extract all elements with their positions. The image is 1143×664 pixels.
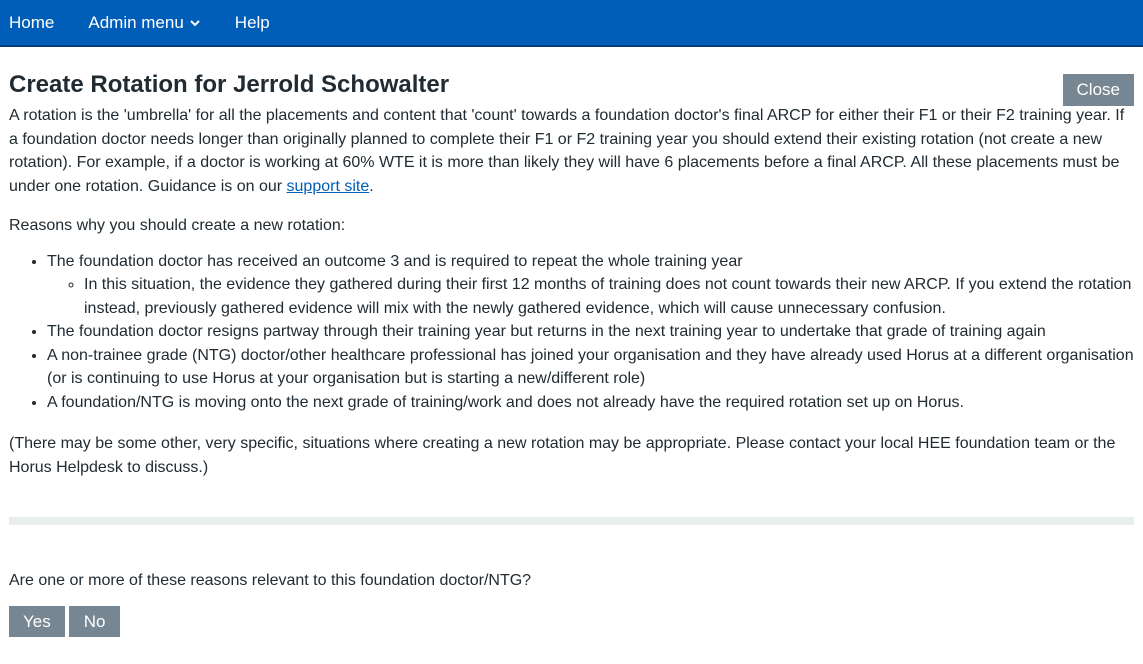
- reasons-heading: Reasons why you should create a new rotation:: [9, 217, 346, 234]
- reason-list-item: • A non-trainee grade (NTG) doctor/other healthcare professional has joined your organisation and they have already used Horus at a different organisation (or is continuing to use Horus at your organisation but is starting a new/different role): [47, 344, 1134, 391]
- nav-admin-menu-dropdown[interactable]: [79, 0, 209, 45]
- main-content: [0, 47, 1143, 637]
- reason-sub-item: ◦ In this situation, the evidence they gathered during their first 12 months of training does not count towards their new ARCP. If you extend the rotation instead, previously gathered evidence will mix with the newly gathered evidence, which will cause unnecessary confusion.: [84, 273, 1134, 320]
- reason-list-item: • A foundation/NTG is moving onto the next grade of training/work and does not already have the required rotation set up on Horus.: [47, 391, 1134, 415]
- section-divider: [9, 517, 1134, 525]
- nav-help-link[interactable]: [226, 0, 279, 45]
- close-button[interactable]: Close: [1063, 74, 1134, 106]
- nav-home-link[interactable]: [0, 0, 63, 45]
- nav-help-label: Help: [234, 12, 270, 32]
- support-site-link[interactable]: support site: [286, 177, 370, 195]
- nav-home-label: Home: [9, 12, 55, 32]
- reason-list-item: • The foundation doctor resigns partway through their training year but returns in the next training year to undertake that grade of training again: [47, 320, 1134, 344]
- page-title: Create Rotation for Jerrold Schowalter: [9, 71, 450, 98]
- no-button[interactable]: No: [69, 606, 121, 637]
- reason-list-item: [47, 250, 1134, 321]
- note-paragraph: (There may be some other, very specific, situations where creating a new rotation may be appropriate. Please contact your local HEE foundation team or the Horus Helpdesk to discuss.): [9, 435, 1116, 476]
- intro-paragraph: [9, 104, 1134, 198]
- intro-text-end: .: [369, 177, 374, 195]
- reason-sub-list: [47, 273, 1134, 320]
- nav-admin-menu-label: Admin menu: [88, 12, 184, 32]
- top-navigation-bar: [0, 0, 1143, 47]
- reasons-list: [9, 250, 1134, 415]
- yes-button[interactable]: Yes: [9, 606, 65, 637]
- answer-button-group: [9, 606, 1134, 637]
- intro-text: A rotation is the 'umbrella' for all the placements and content that 'count' towards a foundation doctor's final ARCP for either their F1 or their F2 training year. If a foundation doctor needs longer than originally planned to complete their F1 or F2 training year you should extend their existing rotation (not create a new rotation). For example, if a doctor is working at 60% WTE it is more than likely they will have 6 placements before a final ARCP. All these placements must be under one rotation. Guidance is on our: [9, 107, 1125, 195]
- question-text: Are one or more of these reasons relevant to this foundation doctor/NTG?: [9, 572, 532, 589]
- chevron-down-icon: [189, 17, 201, 29]
- reason-text: The foundation doctor has received an outcome 3 and is required to repeat the whole training year: [47, 252, 743, 270]
